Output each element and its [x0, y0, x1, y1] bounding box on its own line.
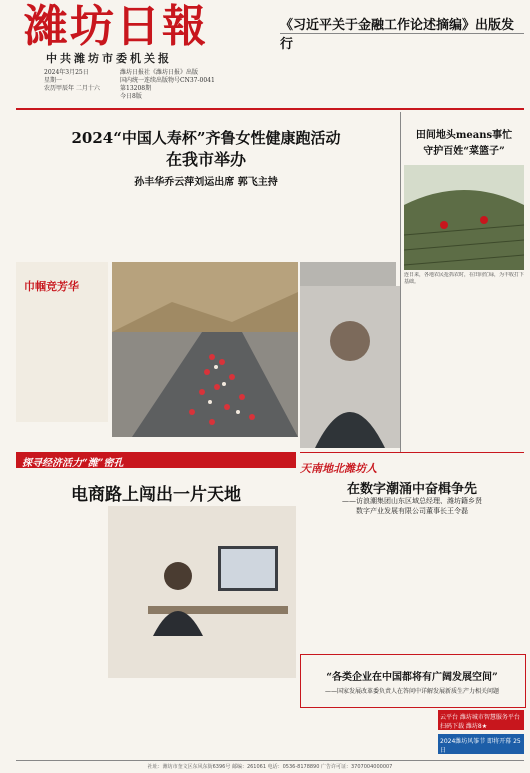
top-right-body-text	[280, 36, 524, 102]
marathon-photo-main	[112, 262, 298, 437]
lead-headline-line1: 2024“中国人寿杯”齐鲁女性健康跑活动	[71, 129, 341, 147]
issue-weekday: 星期一	[44, 77, 63, 84]
lead-headline-line2: 在我市举办	[165, 150, 246, 169]
divider	[280, 33, 524, 34]
footer-rule	[16, 760, 524, 761]
masthead-subtitle: 中共潍坊市委机关报	[46, 52, 172, 65]
field-body-text	[404, 282, 524, 442]
bottom-right-subhead: ——国家发展改革委负责人在答问中详解发展新质生产力相关问题	[324, 688, 499, 695]
portrait-photo	[300, 286, 400, 448]
ecommerce-photo	[108, 506, 296, 678]
ad-app: 云平台 潍坊城市智慧服务平台 扫码下载 潍坊8★	[438, 710, 524, 730]
pages-count: 今日8版	[120, 93, 142, 100]
ecommerce-body-text-bottom	[108, 682, 296, 760]
issue-date: 2024年3月25日	[44, 69, 89, 76]
ecommerce-headline: 电商路上闯出一片天地	[71, 485, 241, 505]
right-headline: 在数字潮涌中奋楫争先	[346, 482, 477, 497]
ecommerce-section-tag: 探寻经济活力“潍”密孔	[22, 458, 124, 469]
field-story-title-1: 田间地头means事忙	[415, 130, 513, 141]
field-photo	[404, 165, 524, 270]
column-divider	[400, 112, 401, 452]
field-story-title-2: 守护百姓“菜篮子”	[423, 146, 505, 157]
masthead-rule	[16, 108, 524, 110]
top-right-headline: 《习近平关于金融工作论述摘编》出版发行	[280, 18, 515, 52]
masthead-title: 濰坊日報	[24, 1, 208, 52]
ecommerce-body-text-left	[16, 508, 104, 760]
bottom-right-headline: “各类企业在中国都将有广阔发展空间”	[326, 672, 498, 683]
issue-number: 第13208期	[120, 85, 152, 92]
marathon-scene-icon	[112, 262, 298, 437]
masthead-dates	[44, 69, 114, 93]
commentary-body-text	[20, 300, 104, 410]
office-worker-icon	[108, 506, 296, 678]
issn-line: 国内统一连续出版物号CN37-0041	[120, 77, 215, 84]
right-section-tag: 天南地北潍坊人	[300, 462, 377, 475]
commentary-title: 巾帼竞芳华	[24, 280, 79, 293]
lead-body-text	[16, 190, 388, 254]
ad-kite-festival: 2024潍坊风筝节 即将开幕 25日	[438, 734, 524, 754]
right-subhead-1: ——访浪潮集团山东区域总经理、潍坊籍乡贤	[342, 497, 482, 505]
footer-info: 社址：潍坊市奎文区东风东街6396号 邮编：261061 电话：0536-8178890 广告许可证：3707004000007	[147, 764, 393, 770]
right-subhead-2: 数字产业发展有限公司董事长王令磊	[356, 507, 468, 515]
masthead-publication-info	[120, 69, 250, 101]
right-body-text	[300, 518, 524, 654]
section-rule	[300, 452, 524, 453]
greenhouse-icon	[404, 165, 524, 270]
issue-lunar: 农历甲辰年 二月十六	[44, 85, 100, 92]
portrait-icon	[300, 286, 400, 448]
field-photo-caption: 连日来，各地农民抢抓农时，在田间忙碌，为丰收打下基础。	[404, 272, 524, 285]
lead-subhead: 孙丰华乔云萍刘运出席 郭飞主持	[134, 177, 278, 188]
pub-line: 潍坊日报社《潍坊日报》出版	[120, 69, 199, 76]
